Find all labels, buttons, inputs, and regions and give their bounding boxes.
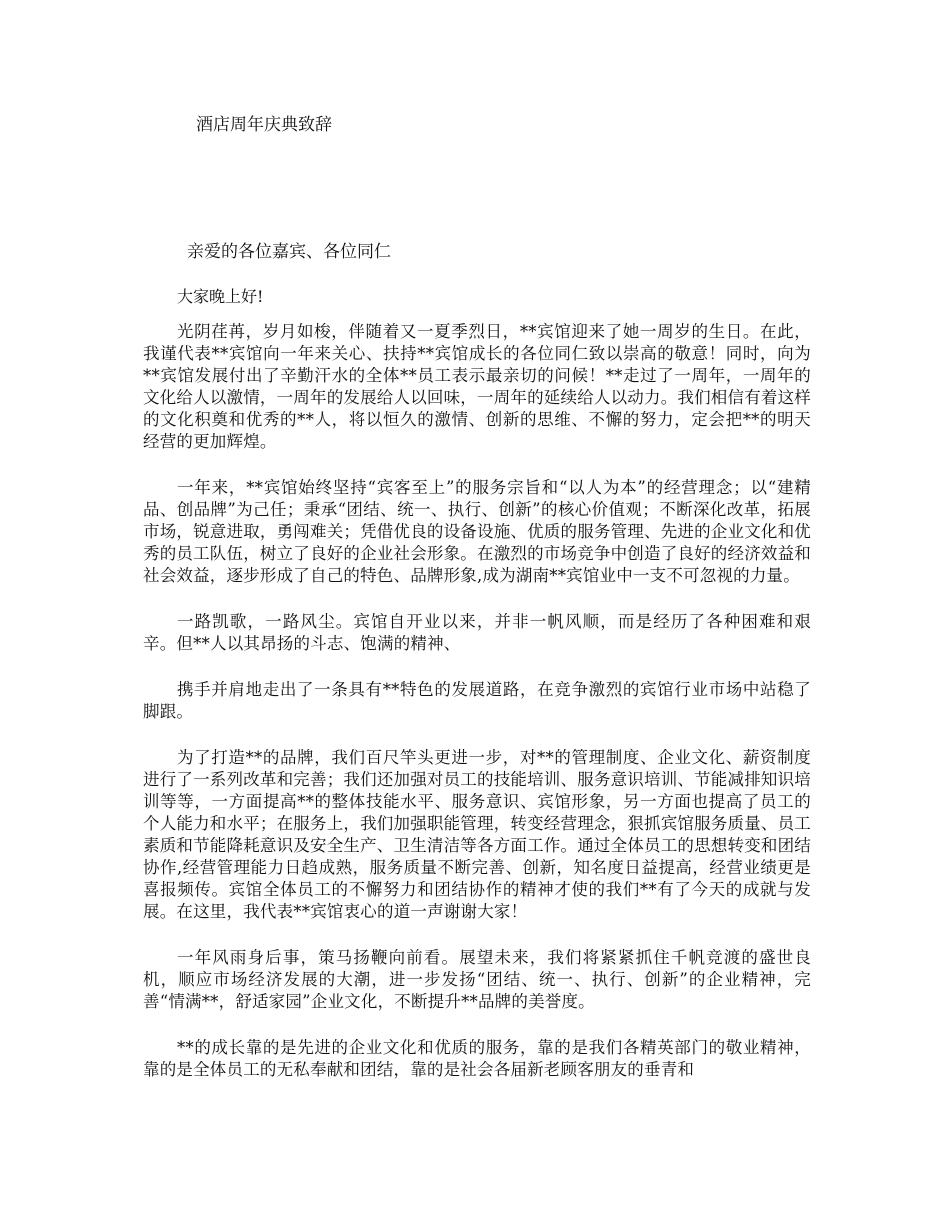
salutation: 亲爱的各位嘉宾、各位同仁 — [187, 242, 391, 262]
paragraph-growth-factors: **的成长靠的是先进的企业文化和优质的服务，靠的是我们各精英部门的敬业精神，靠的是全体员工的无私奉献和团结，靠的是社会各届新老顾客朋友的垂青和 — [143, 1038, 811, 1079]
paragraph-hardships: 一路凯歌，一路风尘。宾馆自开业以来，并非一帆风顺，而是经历了各种困难和艰辛。但**人以其昂扬的斗志、饱满的精神、 — [143, 612, 811, 653]
paragraph-achievements: 一年来，**宾馆始终坚持“宾客至上”的服务宗旨和“以人为本”的经营理念；以“建精品、创品牌”为己任；秉承“团结、统一、执行、创新”的核心价值观；不断深化改革，拓展市场，锐意进取，勇闯难关；凭借优良的设备设施、优质的服务管理、先进的企业文化和优秀的员工队伍，树立了良好的企业社会形象。在激烈的市场竞争中创造了良好的经济效益和社会效益，逐步形成了自己的特色、品牌形象,成为湖南**宾馆业中一支不可忽视的力量。 — [143, 478, 811, 585]
paragraph-future-outlook: 一年风雨身后事，策马扬鞭向前看。展望未来，我们将紧紧抓住千帆竞渡的盛世良机，顺应市场经济发展的大潮，进一步发扬“团结、统一、执行、创新”的企业精神，完善“情满**，舒适家园”企业文化，不断提升**品牌的美誉度。 — [143, 948, 811, 1011]
paragraph-brand-building: 为了打造**的品牌，我们百尺竿头更进一步，对**的管理制度、企业文化、薪资制度进行了一系列改革和完善；我们还加强对员工的技能培训、服务意识培训、节能减排知识培训等等，一方面提高**的整体技能水平、服务意识、宾馆形象，另一方面也提高了员工的个人能力和水平；在服务上，我们加强职能管理，转变经营理念，狠抓宾馆服务质量、员工素质和节能降耗意识及安全生产、卫生清洁等各方面工作。通过全体员工的思想转变和团结协作,经营管理能力日趋成熟，服务质量不断完善、创新，知名度日益提高，经营业绩更是喜报频传。宾馆全体员工的不懈努力和团结协作的精神才使的我们**有了今天的成就与发展。在这里，我代表**宾馆衷心的道一声谢谢大家！ — [143, 748, 811, 921]
paragraph-development-path: 携手并肩地走出了一条具有**特色的发展道路，在竞争激烈的宾馆行业市场中站稳了脚跟。 — [143, 680, 811, 721]
greeting: 大家晚上好! — [177, 287, 264, 306]
paragraph-anniversary: 光阴荏苒，岁月如梭，伴随着又一夏季烈日，**宾馆迎来了她一周岁的生日。在此，我谨代表**宾馆向一年来关心、扶持**宾馆成长的各位同仁致以崇高的敬意！同时，向为**宾馆发展付出了辛勤汗水的全体**员工表示最亲切的问候！**走过了一周年，一周年的文化给人以激情，一周年的发展给人以回味，一周年的延续给人以动力。我们相信有着这样的文化积奠和优秀的**人，将以恒久的激情、创新的思维、不懈的努力，定会把**的明天经营的更加辉煌。 — [143, 322, 811, 451]
document-body — [143, 321, 811, 1105]
document-title: 酒店周年庆典致辞 — [196, 115, 332, 135]
